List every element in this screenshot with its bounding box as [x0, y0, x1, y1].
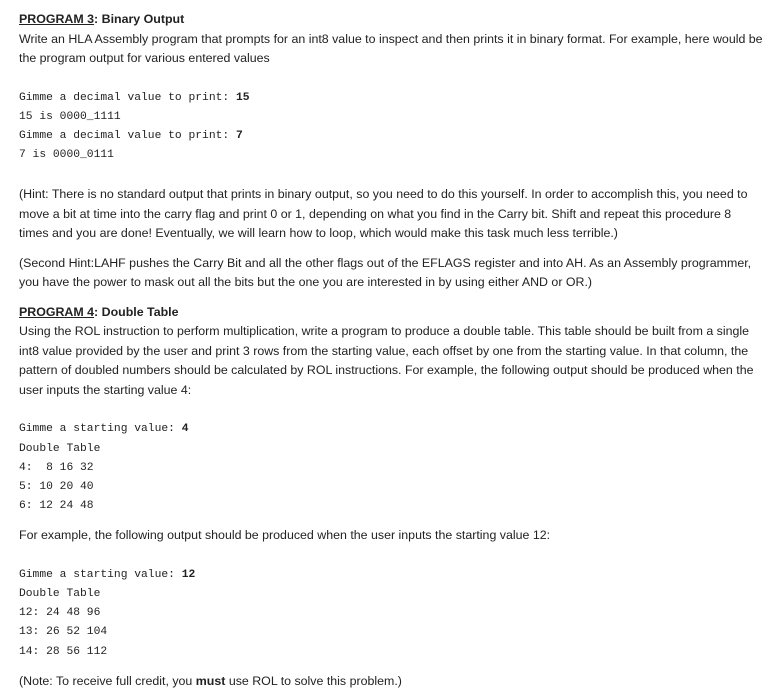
- note-emphasis: must: [195, 673, 226, 688]
- program4-heading-label: PROGRAM 4: [19, 304, 95, 319]
- program3-hint: (Hint: There is no standard output that prints in binary output, so you need to do this yourself. In order to accomplish this, you need to move a bit at time into the carry flag and print 0 or 1, depending on what you find in the Carry bit. Shift and repeat this procedure 8 times and you are done! Eventually, we will learn how to loop, which would make this task much less terrible.): [19, 187, 748, 241]
- table-title: Double Table: [19, 588, 101, 601]
- table-row: 5: 10 20 40: [19, 480, 94, 493]
- user-input: 7: [235, 129, 243, 142]
- note-text: use ROL to solve this problem.): [225, 673, 402, 688]
- code-line: [19, 566, 764, 585]
- program4-example1-output: [19, 420, 764, 516]
- prompt-text: Gimme a decimal value to print:: [19, 91, 236, 104]
- note-text: (Note: To receive full credit, you: [19, 673, 196, 688]
- program3-heading-title: : Binary Output: [94, 12, 185, 26]
- table-row: 12: 24 48 96: [19, 607, 101, 620]
- program3-heading: [19, 10, 764, 30]
- program4-example2-output: [19, 566, 764, 662]
- program4-heading: [19, 303, 764, 323]
- table-row: 6: 12 24 48: [19, 500, 94, 513]
- code-line: 15 is 0000_1111: [19, 110, 121, 123]
- code-line: [19, 420, 764, 439]
- document: [19, 10, 764, 691]
- prompt-text: Gimme a decimal value to print:: [19, 129, 236, 142]
- program4-description: Using the ROL instruction to perform multiplication, write a program to produce a double table. This table should be built from a single int8 value provided by the user and print 3 rows from the starting value, each offset by one from the starting value. In that column, the pattern of doubled numbers should be calculated by ROL instructions. For example, the following output should be produced when the user inputs the starting value 4:: [19, 324, 754, 397]
- user-input: 12: [181, 568, 196, 581]
- code-line: [19, 127, 764, 146]
- user-input: 4: [181, 423, 189, 436]
- program4-heading-title: : Double Table: [94, 304, 179, 319]
- program4-note: [19, 672, 764, 691]
- program3-second-hint: (Second Hint:LAHF pushes the Carry Bit and all the other flags out of the EFLAGS register and into AH. As an Assembly programmer, you have the power to mask out all the bits but the one you are interested in by using either AND or OR.): [19, 255, 752, 290]
- code-line: [19, 89, 764, 108]
- table-title: Double Table: [19, 442, 101, 455]
- program3-example-output: [19, 89, 764, 166]
- prompt-text: Gimme a starting value:: [19, 568, 182, 581]
- program3-heading-label: PROGRAM 3: [19, 12, 95, 26]
- table-row: 14: 28 56 112: [19, 645, 108, 658]
- code-line: 7 is 0000_0111: [19, 149, 114, 162]
- user-input: 15: [235, 91, 250, 104]
- prompt-text: Gimme a starting value:: [19, 423, 182, 436]
- program3-description: Write an HLA Assembly program that prompts for an int8 value to inspect and then prints it in binary format. For example, here would be the program output for various entered values: [19, 31, 763, 65]
- table-row: 4: 8 16 32: [19, 461, 94, 474]
- program4-between-text: For example, the following output should be produced when the user inputs the starting value 12:: [19, 528, 551, 543]
- table-row: 13: 26 52 104: [19, 626, 108, 639]
